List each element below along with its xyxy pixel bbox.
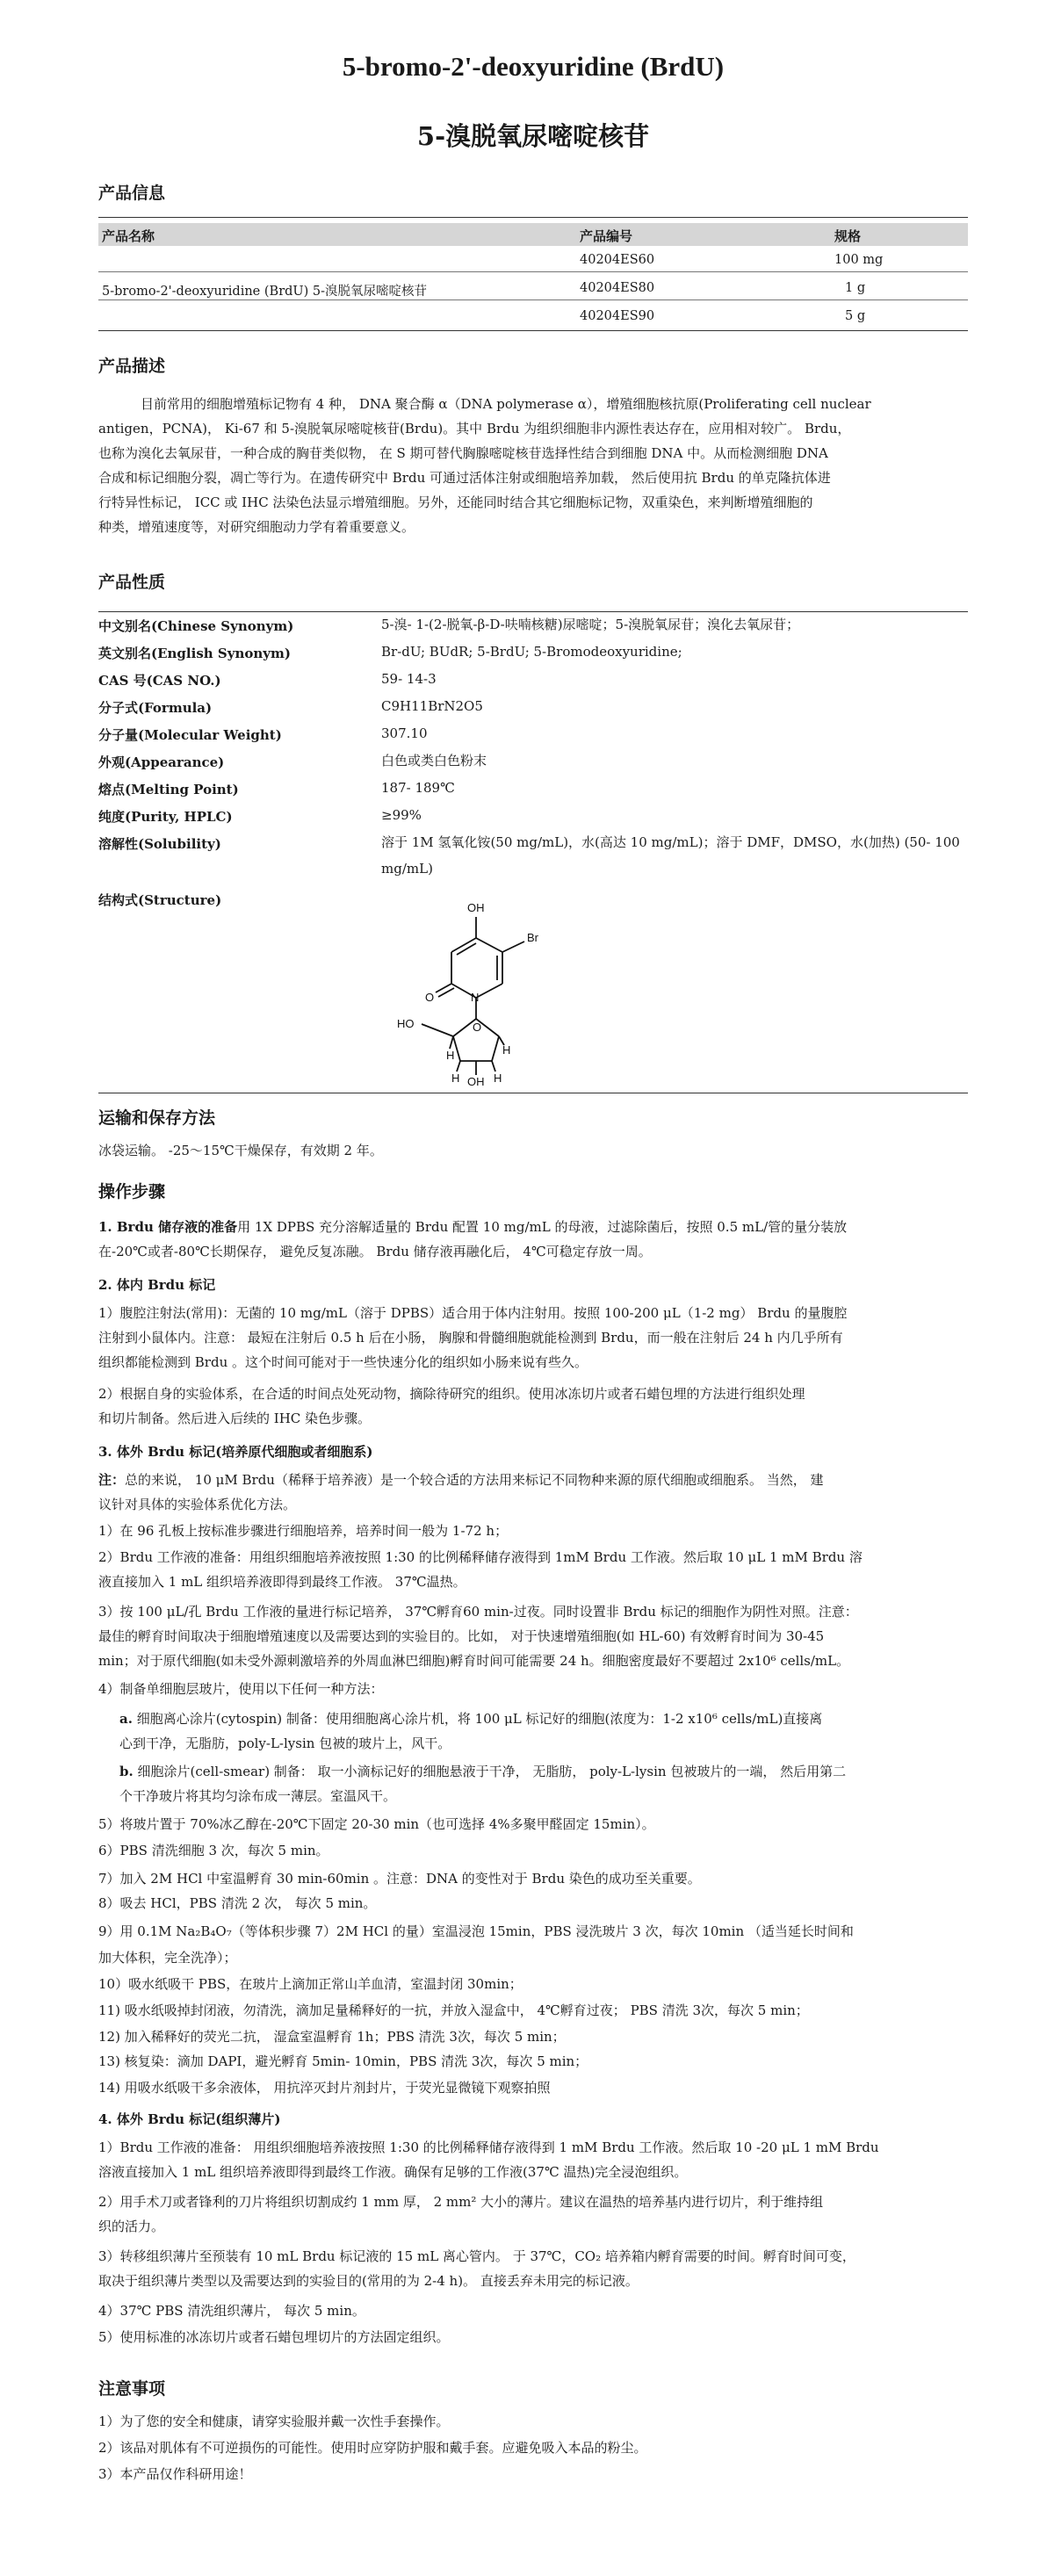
procedure-text: 7）加入 2M HCl 中室温孵育 30 min-60min 。注意：DNA 的变性对于 Brdu 染色的成功至关重要。 [98, 1871, 701, 1887]
section-heading-notes: 注意事项 [98, 2379, 166, 2399]
procedure-line [98, 1678, 968, 1700]
description-line: 也称为溴化去氧尿苷，一种合成的胸苷类似物， 在 S 期可替代胸腺嘧啶核苷选择性结合到细胞 DNA 中。从而检测细胞 DNA [98, 445, 828, 461]
property-value: 5-溴- 1-(2-脱氧-β-D-呋喃核糖)尿嘧啶；5-溴脱氧尿苷；溴化去氧尿苷； [381, 617, 800, 632]
procedure-line [98, 1407, 968, 1430]
procedure-line [98, 1302, 968, 1324]
procedure-line [98, 1625, 968, 1648]
table-cell-code: 40204ES60 [580, 253, 655, 267]
procedure-line [98, 2190, 968, 2213]
procedure-text: 12) 加入稀释好的荧光二抗， 湿盒室温孵育 1h；PBS 清洗 3次，每次 5 min； [98, 2029, 566, 2045]
procedure-line [119, 1785, 989, 1808]
procedure-bold-label: 1. Brdu 储存液的准备 [98, 1219, 238, 1235]
description-line: 合成和标记细胞分裂，凋亡等行为。在遗传研究中 Brdu 可通过活体注射或细胞培养加载， 然后使用抗 Brdu 的单克隆抗体进 [98, 470, 831, 486]
procedure-text: 2）用手术刀或者锋利的刀片将组织切割成约 1 mm 厚， 2 mm² 大小的薄片。建议在温热的培养基内进行切片，利于维持组 [98, 2194, 824, 2210]
procedure-text: 8）吸去 HCl，PBS 清洗 2 次， 每次 5 min。 [98, 1895, 377, 1911]
procedure-text: 最佳的孵育时间取决于细胞增殖速度以及需要达到的实验目的。比如， 对于快速增殖细胞(如 HL-60) 有效孵育时间为 30-45 [98, 1628, 825, 1644]
section-heading-procedure: 操作步骤 [98, 1182, 166, 1201]
procedure-text: 心到干净，无脂肪，poly-L-lysin 包被的玻片上，风干。 [119, 1735, 451, 1751]
procedure-text: 6）PBS 清洗细胞 3 次，每次 5 min。 [98, 1843, 329, 1858]
procedure-text: 取决于组织薄片类型以及需要达到的实验目的(常用的为 2-4 h)。 直接丢弃未用完的标记液。 [98, 2273, 639, 2289]
procedure-line [98, 1468, 968, 1491]
note-line: 3）本产品仅作科研用途！ [98, 2466, 252, 2482]
label-h: H [446, 1049, 455, 1062]
procedure-line [98, 1649, 968, 1672]
description-line: 种类，增殖速度等，对研究细胞动力学有着重要意义。 [98, 519, 415, 535]
procedure-bold-label: a. [119, 1711, 133, 1727]
col-header-spec: 规格 [834, 228, 862, 244]
property-key: 结构式(Structure) [98, 892, 222, 908]
procedure-text: 组织都能检测到 Brdu 。这个时间可能对于一些快速分化的组织如小肠来说有些久。 [98, 1354, 588, 1370]
procedure-line [98, 1440, 968, 1463]
procedure-line [98, 1519, 968, 1542]
procedure-line [119, 1707, 989, 1730]
procedure-line [98, 1973, 968, 1995]
table-cell-code: 40204ES90 [580, 309, 655, 323]
property-value: 溶于 1M 氢氧化铵(50 mg/mL)，水(高达 10 mg/mL)；溶于 DMF，DMSO，水(加热) (50- 100 mg/mL) [381, 834, 960, 877]
procedure-line [98, 1546, 968, 1569]
procedure-line [98, 1920, 968, 1943]
table-cell-spec: 1 g [845, 281, 866, 295]
label-oh-bottom: OH [467, 1075, 485, 1088]
procedure-line [119, 1760, 989, 1783]
procedure-text: 4）37℃ PBS 清洗组织薄片， 每次 5 min。 [98, 2303, 365, 2319]
property-key: 分子式(Formula) [98, 700, 213, 716]
procedure-text: 2）根据自身的实验体系，在合适的时间点处死动物，摘除待研究的组织。使用冰冻切片或者石蜡包埋的方法进行组织处理 [98, 1386, 805, 1402]
procedure-line [98, 2299, 968, 2322]
procedure-text: 1）腹腔注射法(常用)：无菌的 10 mg/mL（溶于 DPBS）适合用于体内注射用。按照 100-200 μL（1-2 mg） Brdu 的量腹腔 [98, 1305, 848, 1321]
storage-text: 冰袋运输。 -25～15℃干燥保存，有效期 2 年。 [98, 1143, 383, 1158]
procedure-text: 2）Brdu 工作液的准备：用组织细胞培养液按照 1:30 的比例稀释储存液得到 1mM Brdu 工作液。然后取 10 μL 1 mM Brdu 溶 [98, 1549, 863, 1565]
brdu-structure-diagram [362, 899, 581, 1088]
property-value: 白色或类白色粉末 [381, 753, 487, 768]
procedure-line [98, 1240, 968, 1263]
procedure-line [98, 2136, 968, 2159]
procedure-line [98, 1493, 968, 1516]
description-line: 目前常用的细胞增殖标记物有 4 种， DNA 聚合酶 α（DNA polymerase α），增殖细胞核抗原(Proliferating cell nuclear [141, 396, 871, 412]
note-line: 1）为了您的安全和健康，请穿实验服并戴一次性手套操作。 [98, 2414, 450, 2429]
procedure-line [98, 2050, 968, 2073]
table-row-divider [98, 299, 968, 300]
procedure-text: 5）将玻片置于 70%冰乙醇在-20℃下固定 20-30 min（也可选择 4%多聚甲醛固定 15min）。 [98, 1816, 655, 1832]
property-key: 英文别名(English Synonym) [98, 646, 291, 661]
procedure-text: 11) 吸水纸吸掉封闭液，勿清洗，滴加足量稀释好的一抗，并放入湿盒中， 4℃孵育过夜； PBS 清洗 3次，每次 5 min； [98, 2002, 809, 2018]
procedure-line [98, 1839, 968, 1862]
table-cell-spec: 5 g [845, 309, 866, 323]
property-key: 纯度(Purity, HPLC) [98, 809, 233, 825]
procedure-line [98, 1570, 968, 1593]
table-bottom-rule [98, 330, 968, 331]
procedure-text: 溶液直接加入 1 mL 组织培养液即得到最终工作液。确保有足够的工作液(37℃ 温热)完全浸泡组织。 [98, 2164, 688, 2180]
procedure-text: min；对于原代细胞(如未受外源刺激培养的外周血淋巴细胞)孵育时间可能需要 24 h。细胞密度最好不要超过 2x10⁶ cells/mL。 [98, 1653, 850, 1669]
label-ho: HO [397, 1017, 415, 1030]
procedure-line [98, 1999, 968, 2022]
procedure-line [98, 1892, 968, 1915]
procedure-line [98, 1351, 968, 1374]
label-h: H [502, 1043, 511, 1057]
procedure-text: 议针对具体的实验体系优化方法。 [98, 1497, 297, 1512]
procedure-line [98, 1274, 968, 1296]
procedure-line [98, 2215, 968, 2238]
procedure-text: 织的活力。 [98, 2219, 165, 2234]
procedure-text: 5）使用标准的冰冻切片或者石蜡包埋切片的方法固定组织。 [98, 2329, 450, 2345]
procedure-text: 液直接加入 1 mL 组织培养液即得到最终工作液。 37℃温热。 [98, 1574, 466, 1590]
procedure-text: 1）在 96 孔板上按标准步骤进行细胞培养，培养时间一般为 1-72 h； [98, 1523, 509, 1539]
procedure-line [119, 1732, 989, 1755]
procedure-line [98, 2076, 968, 2099]
procedure-text: 在-20℃或者-80℃长期保存， 避免反复冻融。 Brdu 储存液再融化后， 4℃可稳定存放一周。 [98, 1244, 652, 1259]
property-key: 熔点(Melting Point) [98, 782, 239, 797]
note-line: 2）该品对肌体有不可逆损伤的可能性。使用时应穿防护服和戴手套。应避免吸入本品的粉尘。 [98, 2440, 647, 2456]
procedure-text: 加大体积，完全洗净）； [98, 1950, 237, 1966]
procedure-text: 用 1X DPBS 充分溶解适量的 Brdu 配置 10 mg/mL 的母液，过滤除菌后，按照 0.5 mL/管的量分装放 [237, 1219, 848, 1235]
procedure-line [98, 2326, 968, 2349]
procedure-line [98, 2269, 968, 2292]
procedure-text: 个干净玻片将其均匀涂布成一薄层。室温风干。 [119, 1788, 397, 1804]
property-key: 溶解性(Solubility) [98, 836, 221, 852]
procedure-text: 注射到小鼠体内。注意： 最短在注射后 0.5 h 后在小肠， 胸腺和骨髓细胞就能检测到 Brdu，而一般在注射后 24 h 内几乎所有 [98, 1330, 843, 1346]
col-header-code: 产品编号 [580, 228, 633, 244]
procedure-text: 和切片制备。然后进入后续的 IHC 染色步骤。 [98, 1411, 372, 1426]
property-key: 分子量(Molecular Weight) [98, 727, 282, 743]
property-key: 中文别名(Chinese Synonym) [98, 618, 294, 634]
procedure-text: 3）按 100 μL/孔 Brdu 工作液的量进行标记培养， 37℃孵育60 min-过夜。同时设置非 Brdu 标记的细胞作为阴性对照。注意： [98, 1604, 858, 1620]
procedure-bold-label: 3. 体外 Brdu 标记(培养原代细胞或者细胞系) [98, 1444, 373, 1460]
table-cell-spec: 100 mg [834, 253, 884, 267]
procedure-line [98, 1867, 968, 1890]
property-value: 307.10 [381, 725, 428, 741]
procedure-text: 4）制备单细胞层玻片，使用以下任何一种方法： [98, 1681, 384, 1697]
property-value: 187- 189℃ [381, 780, 455, 796]
procedure-text: 细胞涂片(cell-smear) 制备： 取一小滴标记好的细胞悬液于干净， 无脂肪， poly-L-lysin 包被玻片的一端， 然后用第二 [133, 1764, 847, 1779]
product-table-header [98, 223, 968, 246]
procedure-line [98, 2025, 968, 2048]
label-br: Br [527, 931, 538, 944]
label-o-ring: O [473, 1021, 482, 1034]
property-value: ≥99% [381, 807, 422, 823]
procedure-text: 14) 用吸水纸吸干多余液体， 用抗淬灭封片剂封片，于荧光显微镜下观察拍照 [98, 2080, 551, 2096]
description-line: 行特异性标记， ICC 或 IHC 法染色法显示增殖细胞。另外，还能同时结合其它细胞标记物，双重染色，来判断增殖细胞的 [98, 494, 813, 510]
table-row-divider [98, 271, 968, 272]
procedure-bold-label: 注： [98, 1472, 126, 1488]
section-heading-storage: 运输和保存方法 [98, 1108, 216, 1128]
procedure-line [98, 1813, 968, 1836]
description-line: antigen，PCNA)， Ki-67 和 5-溴脱氧尿嘧啶核苷(Brdu)。其中 Brdu 为组织细胞非内源性表达存在，应用相对较广。 Brdu， [98, 421, 851, 437]
procedure-line [98, 1946, 968, 1969]
col-header-name: 产品名称 [102, 228, 155, 244]
label-o-carbonyl: O [425, 991, 435, 1004]
procedure-line [98, 2108, 968, 2131]
property-key: 外观(Appearance) [98, 754, 225, 770]
procedure-line [98, 1382, 968, 1405]
procedure-text: 细胞离心涂片(cytospin) 制备：使用细胞离心涂片机，将 100 μL 标记好的细胞(浓度为：1-2 x10⁶ cells/mL)直接离 [132, 1711, 823, 1727]
title-english: 5-bromo-2'-deoxyuridine (BrdU) [342, 51, 725, 82]
title-chinese: 5-溴脱氧尿嘧啶核苷 [416, 121, 650, 151]
property-key: CAS 号(CAS NO.) [98, 673, 221, 689]
procedure-bold-label: 4. 体外 Brdu 标记(组织薄片) [98, 2111, 281, 2127]
procedure-text: 9）用 0.1M Na₂B₄O₇（等体积步骤 7）2M HCl 的量）室温浸泡 15min，PBS 浸洗玻片 3 次，每次 10min （适当延长时间和 [98, 1923, 854, 1939]
procedure-text: 3）转移组织薄片至预装有 10 mL Brdu 标记液的 15 mL 离心管内。 于 37℃，CO₂ 培养箱内孵育需要的时间。孵育时间可变， [98, 2248, 855, 2264]
product-name-cell: 5-bromo-2'-deoxyuridine (BrdU) 5-溴脱氧尿嘧啶核苷 [102, 285, 428, 299]
procedure-text: 总的来说， 10 μM Brdu（稀释于培养液）是一个较合适的方法用来标记不同物种来源的原代细胞或细胞系。 当然， 建 [125, 1472, 824, 1488]
procedure-text: 13) 核复染：滴加 DAPI，避光孵育 5min- 10min，PBS 清洗 3次，每次 5 min； [98, 2053, 588, 2069]
procedure-line [98, 2245, 968, 2268]
procedure-line [98, 1326, 968, 1349]
section-heading-description: 产品描述 [98, 357, 166, 376]
label-oh-top: OH [467, 901, 485, 914]
procedure-line [98, 1216, 968, 1238]
label-h: H [451, 1072, 460, 1085]
table-cell-code: 40204ES80 [580, 281, 655, 295]
procedure-bold-label: b. [119, 1764, 134, 1779]
section-heading-product-info: 产品信息 [98, 184, 166, 203]
label-n: N [471, 991, 480, 1004]
property-value: Br-dU; BUdR; 5-BrdU; 5-Bromodeoxyuridine; [381, 644, 682, 660]
procedure-line [98, 2161, 968, 2183]
procedure-bold-label: 2. 体内 Brdu 标记 [98, 1277, 216, 1293]
label-h: H [494, 1072, 502, 1085]
property-value: C9H11BrN2O5 [381, 698, 483, 714]
procedure-line [98, 1600, 968, 1623]
section-heading-properties: 产品性质 [98, 573, 166, 592]
table-top-rule [98, 217, 968, 218]
procedure-text: 10）吸水纸吸干 PBS，在玻片上滴加正常山羊血清，室温封闭 30min； [98, 1976, 523, 1992]
property-value: 59- 14-3 [381, 671, 437, 687]
procedure-text: 1）Brdu 工作液的准备： 用组织细胞培养液按照 1:30 的比例稀释储存液得到 1 mM Brdu 工作液。然后取 10 -20 μL 1 mM Brdu [98, 2139, 879, 2155]
